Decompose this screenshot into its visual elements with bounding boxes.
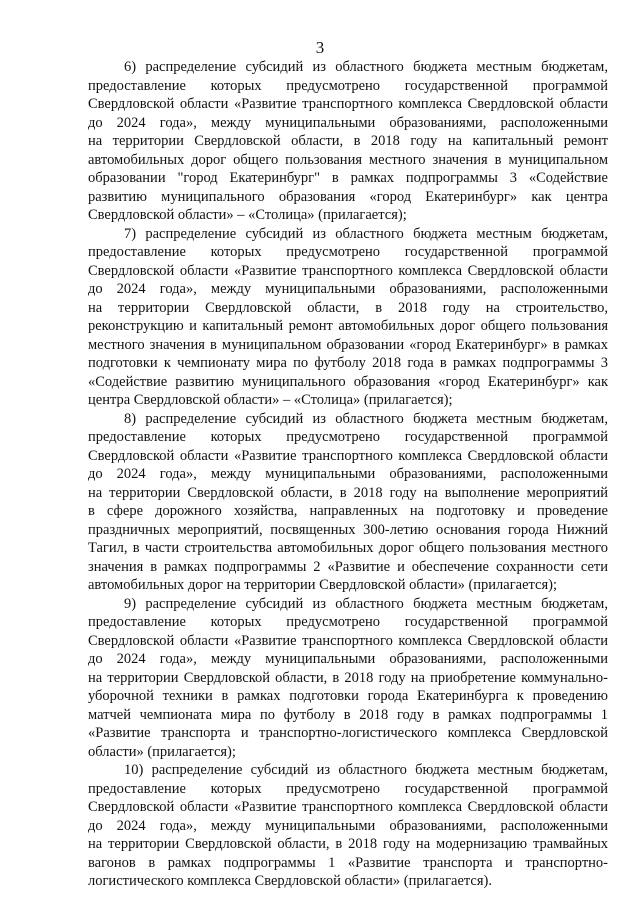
text-line: логистического комплекса Свердловской области» (прилагается).	[88, 873, 492, 889]
text-line: 10) распределение субсидий из областного бюджета местным бюджетам,	[124, 762, 608, 778]
text-line: предоставление которых предусмотрено государственной программой	[88, 77, 608, 94]
paragraph-item-7	[88, 225, 608, 410]
text-line: уборочной техники в рамках подготовки города Екатеринбурга к проведению	[88, 688, 608, 704]
text-line: реконструкцию и капитальный ремонт автомобильных дорог общего пользования	[88, 318, 608, 334]
text-line: в сфере дорожного хозяйства, направленных на подготовку и проведение	[88, 503, 608, 519]
text-line: подготовки к чемпионату мира по футболу 2018 года в рамках подпрограммы 3	[88, 355, 608, 371]
text-line: 6) распределение субсидий из областного бюджета местным бюджетам,	[124, 59, 608, 75]
text-line: на территории Свердловской области, в 2018 году на модернизацию трамвайных	[88, 836, 608, 852]
text-line: 7) распределение субсидий из областного бюджета местным бюджетам,	[124, 225, 608, 242]
text-line: предоставление которых предусмотрено государственной программой	[88, 614, 608, 630]
paragraph-item-6	[88, 58, 608, 225]
text-line: на территории Свердловской области, в 2018 году на выполнение мероприятий	[88, 484, 608, 501]
text-line: на территории Свердловской области, в 2018 году на приобретение коммунально-	[88, 669, 608, 686]
text-line: до 2024 года», между муниципальными образованиями, расположенными	[88, 817, 608, 834]
text-line: 8) распределение субсидий из областного бюджета местным бюджетам,	[124, 410, 608, 427]
text-line: 9) распределение субсидий из областного бюджета местным бюджетам,	[124, 595, 608, 612]
paragraph-item-8	[88, 410, 608, 595]
text-line: предоставление которых предусмотрено государственной программой	[88, 780, 608, 797]
text-line: значения в рамках подпрограммы 2 «Развитие и обеспечение сохранности сети	[88, 558, 608, 575]
text-line: до 2024 года», между муниципальными образованиями, расположенными	[88, 466, 608, 482]
text-line: на территории Свердловской области, в 2018 году на строительство,	[88, 299, 608, 316]
text-line: «Развитие транспорта и транспортно-логистического комплекса Свердловской	[88, 725, 608, 741]
text-line: праздничных мероприятий, посвященных 300-летию основания города Нижний	[88, 521, 608, 538]
page-number: 3	[315, 38, 325, 57]
text-line: местного значения в муниципальном образовании «город Екатеринбург» в рамках	[88, 336, 608, 353]
text-line: до 2024 года», между муниципальными образованиями, расположенными	[88, 651, 608, 667]
text-line: Свердловской области «Развитие транспортного комплекса Свердловской области	[88, 799, 608, 815]
text-line: автомобильных дорог на территории Свердловской области» (прилагается);	[88, 577, 558, 593]
text-line: развитию муниципального образования «город Екатеринбург» как центра	[88, 188, 608, 205]
text-line: до 2024 года», между муниципальными образованиями, расположенными	[88, 281, 608, 297]
text-line: образовании "город Екатеринбург" в рамках подпрограммы 3 «Содействие	[88, 170, 608, 186]
text-line: области» (прилагается);	[88, 743, 236, 760]
text-line: матчей чемпионата мира по футболу в 2018 году в рамках подпрограммы 1	[88, 706, 608, 723]
text-line: «Содействие развитию муниципального образования «город Екатеринбург» как	[88, 373, 608, 390]
text-line: на территории Свердловской области, в 2018 году на капитальный ремонт	[88, 133, 608, 149]
text-line: Свердловской области «Развитие транспортного комплекса Свердловской области	[88, 447, 608, 464]
document-body	[88, 58, 608, 891]
text-line: Свердловской области «Развитие транспортного комплекса Свердловской области	[88, 96, 608, 112]
text-line: центра Свердловской области» – «Столица» (прилагается);	[88, 392, 453, 408]
text-line: Свердловской области» – «Столица» (прилагается);	[88, 207, 407, 223]
text-line: Свердловской области «Развитие транспортного комплекса Свердловской области	[88, 632, 608, 649]
text-line: предоставление которых предусмотрено государственной программой	[88, 429, 608, 445]
paragraph-item-9	[88, 595, 608, 762]
paragraph-item-10	[88, 761, 608, 891]
text-line: Тагил, в части строительства автомобильных дорог общего пользования местного	[88, 540, 608, 556]
text-line: вагонов в рамках подпрограммы 1 «Развитие транспорта и транспортно-	[88, 854, 608, 871]
text-line: до 2024 года», между муниципальными образованиями, расположенными	[88, 114, 608, 131]
text-line: предоставление которых предусмотрено государственной программой	[88, 244, 608, 260]
text-line: Свердловской области «Развитие транспортного комплекса Свердловской области	[88, 262, 608, 279]
text-line: автомобильных дорог общего пользования местного значения в муниципальном	[88, 151, 608, 168]
